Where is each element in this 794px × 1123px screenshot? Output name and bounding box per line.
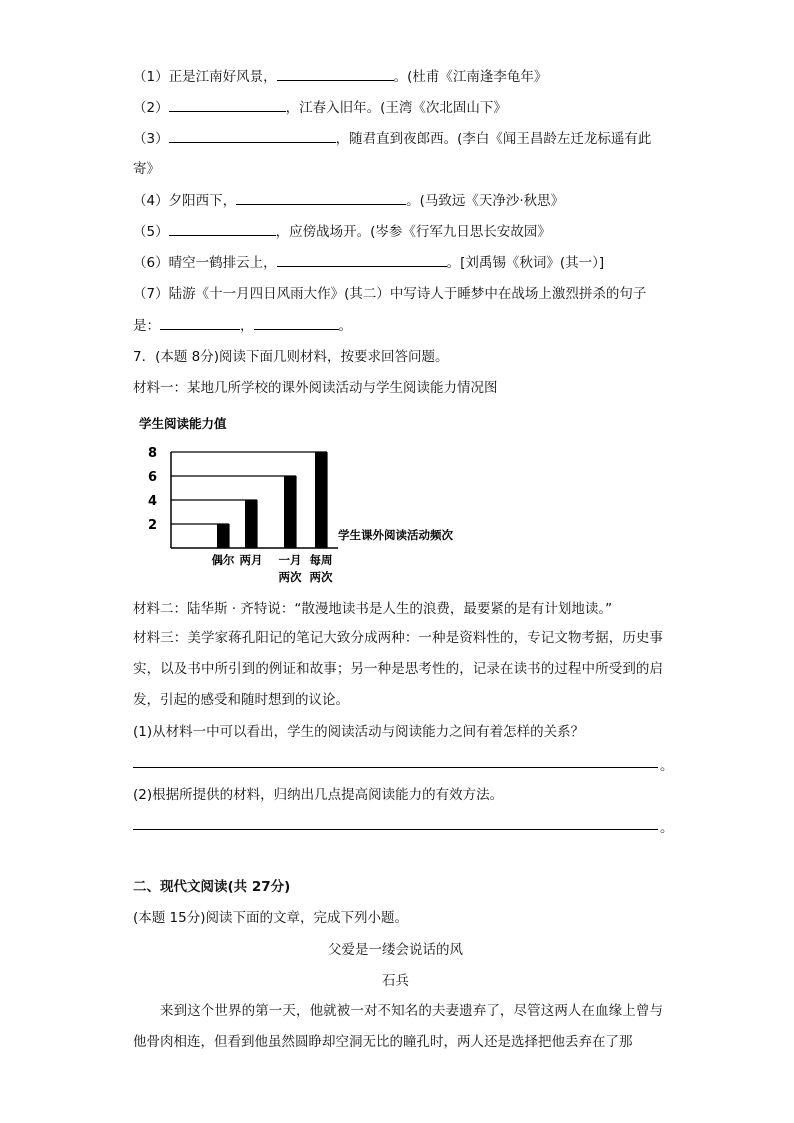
poem-q5-suffix: ，应傍战场开。(岑参《行军九日思长安故园》 (275, 224, 551, 240)
poem-q6-suffix: 。[刘禹锡《秋词》(其一）] (446, 255, 605, 271)
poem-q2-prefix: （2） (133, 100, 169, 116)
x-axis-label: 学生课外阅读活动频次 (338, 528, 453, 542)
poem-q2 (133, 97, 507, 118)
x-tick-label: 两次 (309, 570, 333, 584)
material3-text: 材料三：美学家蒋孔阳记的笔记大致分成两种：一种是资料性的，专记文物考据，历史事实，以及书中所引到的例证和故事；另一种是思考性的，记录在读书的过程中所受到的启发，引起的感受和随时想到的议论。 (133, 630, 663, 708)
section2-intro: (本题 15分)阅读下面的文章，完成下列小题。 (133, 910, 409, 926)
poem-q7-mid: ， (240, 318, 254, 334)
poem-q3-cont: 寄》 (133, 161, 160, 177)
section2-heading: 二、现代文阅读(共 27分) (133, 879, 291, 895)
poem-q7-suffix: 。 (338, 318, 352, 334)
question7-intro: 7．(本题 8分)阅读下面几则材料，按要求回答问题。 (133, 349, 449, 365)
poem-q1-suffix: 。(杜甫《江南逢李龟年》 (393, 69, 548, 85)
answer-blank[interactable] (160, 315, 240, 330)
x-tick-label: 偶尔 (211, 553, 235, 567)
article-body: 来到这个世界的第一天，他就被一对不知名的夫妻遗弃了，尽管这两人在血缘上曾与他骨肉相连，但看到他虽然圆睁却空洞无比的瞳孔时，两人还是选择把他丢弃在了那 (133, 1003, 663, 1050)
poem-q4 (133, 190, 564, 211)
poem-q1 (133, 66, 547, 87)
bar-1 (217, 524, 229, 548)
x-tick-label: 两次 (278, 570, 302, 584)
answer-blank[interactable] (169, 97, 286, 112)
bar-4 (315, 452, 327, 548)
poem-q5 (133, 221, 551, 242)
answer-blank[interactable] (254, 315, 339, 330)
article-author: 石兵 (382, 973, 409, 989)
answer-blank[interactable] (277, 66, 394, 81)
chart-title: 学生阅读能力值 (139, 416, 227, 431)
answer-blank[interactable] (277, 252, 447, 267)
poem-q3-prefix: （3） (133, 131, 169, 147)
answer-blank[interactable] (169, 128, 336, 143)
answer-end-mark: 。 (660, 820, 674, 836)
x-tick-label: 每周 (309, 553, 333, 567)
material1-text: 材料一：某地几所学校的课外阅读活动与学生阅读能力情况图 (133, 380, 498, 396)
poem-q1-prefix: （1）正是江南好风景， (133, 69, 277, 85)
article-title: 父爱是一缕会说话的风 (328, 942, 463, 958)
poem-q3-suffix: ，随君直到夜郎西。(李白《闻王昌龄左迁龙标遥有此 (335, 131, 652, 147)
answer-blank[interactable] (236, 190, 406, 205)
poem-q6 (133, 252, 604, 273)
y-tick-label: 4 (147, 494, 157, 509)
poem-q7-line1: （7）陆游《十一月四日风雨大作》(其二）中写诗人于睡梦中在战场上激烈拼杀的句子 (133, 286, 647, 302)
material2-text: 材料二：陆华斯 · 齐特说：“散漫地读书是人生的浪费，最要紧的是有计划地读。” (133, 601, 613, 617)
answer-line-2[interactable] (133, 829, 658, 830)
poem-q6-prefix: （6）晴空一鹤排云上， (133, 255, 277, 271)
answer-blank[interactable] (169, 221, 276, 236)
subquestion-1: (1)从材料一中可以看出，学生的阅读活动与阅读能力之间有着怎样的关系？ (133, 724, 585, 740)
x-tick-label: 两月 (239, 553, 263, 567)
poem-q4-suffix: 。(马致远《天净沙·秋思》 (406, 193, 565, 209)
poem-q7-prefix: 是： (133, 318, 160, 334)
bar-3 (284, 476, 296, 548)
y-tick-label: 2 (147, 518, 157, 533)
bar-2 (245, 500, 257, 548)
poem-q3 (133, 128, 651, 149)
reading-chart (133, 408, 473, 588)
poem-q5-prefix: （5） (133, 224, 169, 240)
y-tick-label: 6 (147, 470, 157, 485)
y-tick-label: 8 (147, 446, 157, 461)
poem-q4-prefix: （4）夕阳西下， (133, 193, 237, 209)
poem-q7 (133, 315, 352, 336)
subquestion-2: (2)根据所提供的材料，归纳出几点提高阅读能力的有效方法。 (133, 787, 504, 803)
answer-line-1[interactable] (133, 767, 658, 768)
x-tick-label: 一月 (278, 553, 302, 567)
poem-q2-suffix: ，江春入旧年。(王湾《次北固山下》 (285, 100, 507, 116)
answer-end-mark: 。 (660, 758, 674, 774)
